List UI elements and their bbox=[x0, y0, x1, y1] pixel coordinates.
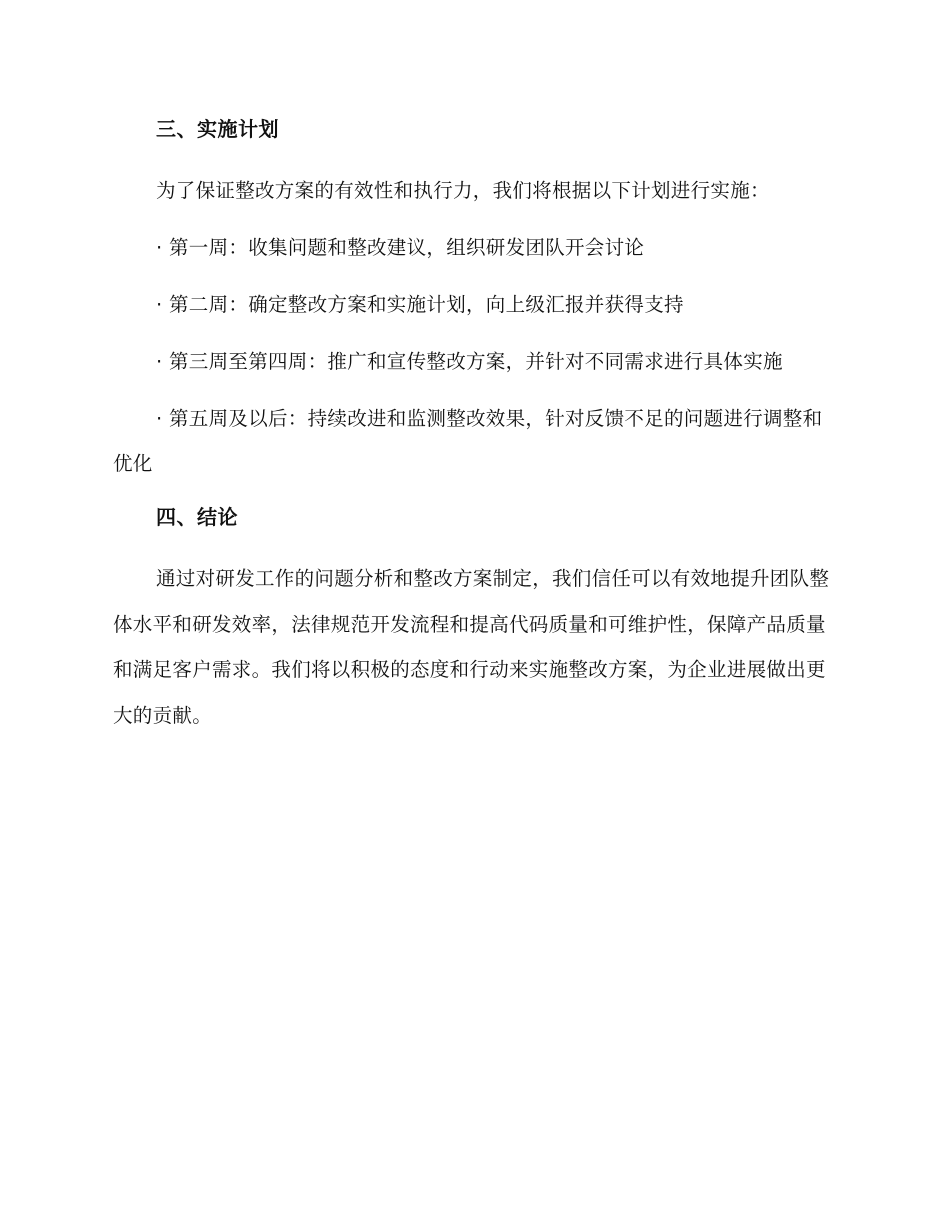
document-content bbox=[113, 110, 833, 750]
implementation-plan-intro: 为了保证整改方案的有效性和执行力，我们将根据以下计划进行实施： bbox=[156, 179, 770, 202]
plan-item-week-3-4: · 第三周至第四周：推广和宣传整改方案，并针对不同需求进行具体实施 bbox=[156, 350, 783, 373]
section-heading-conclusion: 四、结论 bbox=[156, 505, 238, 529]
plan-item-week-2: · 第二周：确定整改方案和实施计划，向上级汇报并获得支持 bbox=[156, 293, 684, 316]
conclusion-paragraph: 通过对研发工作的问题分析和整改方案制定，我们信任可以有效地提升团队整体水平和研发效率，法律规范开发流程和提高代码质量和可维护性，保障产品质量和满足客户需求。我们将以积极的态度和行动来实施整改方案，为企业进展做出更大的贡献。 bbox=[113, 567, 830, 727]
plan-item-week-1: · 第一周：收集问题和整改建议，组织研发团队开会讨论 bbox=[156, 236, 645, 259]
plan-item-week-5-onward: · 第五周及以后：持续改进和监测整改效果，针对反馈不足的问题进行调整和优化 bbox=[113, 407, 823, 475]
section-heading-implementation-plan: 三、实施计划 bbox=[156, 117, 279, 141]
